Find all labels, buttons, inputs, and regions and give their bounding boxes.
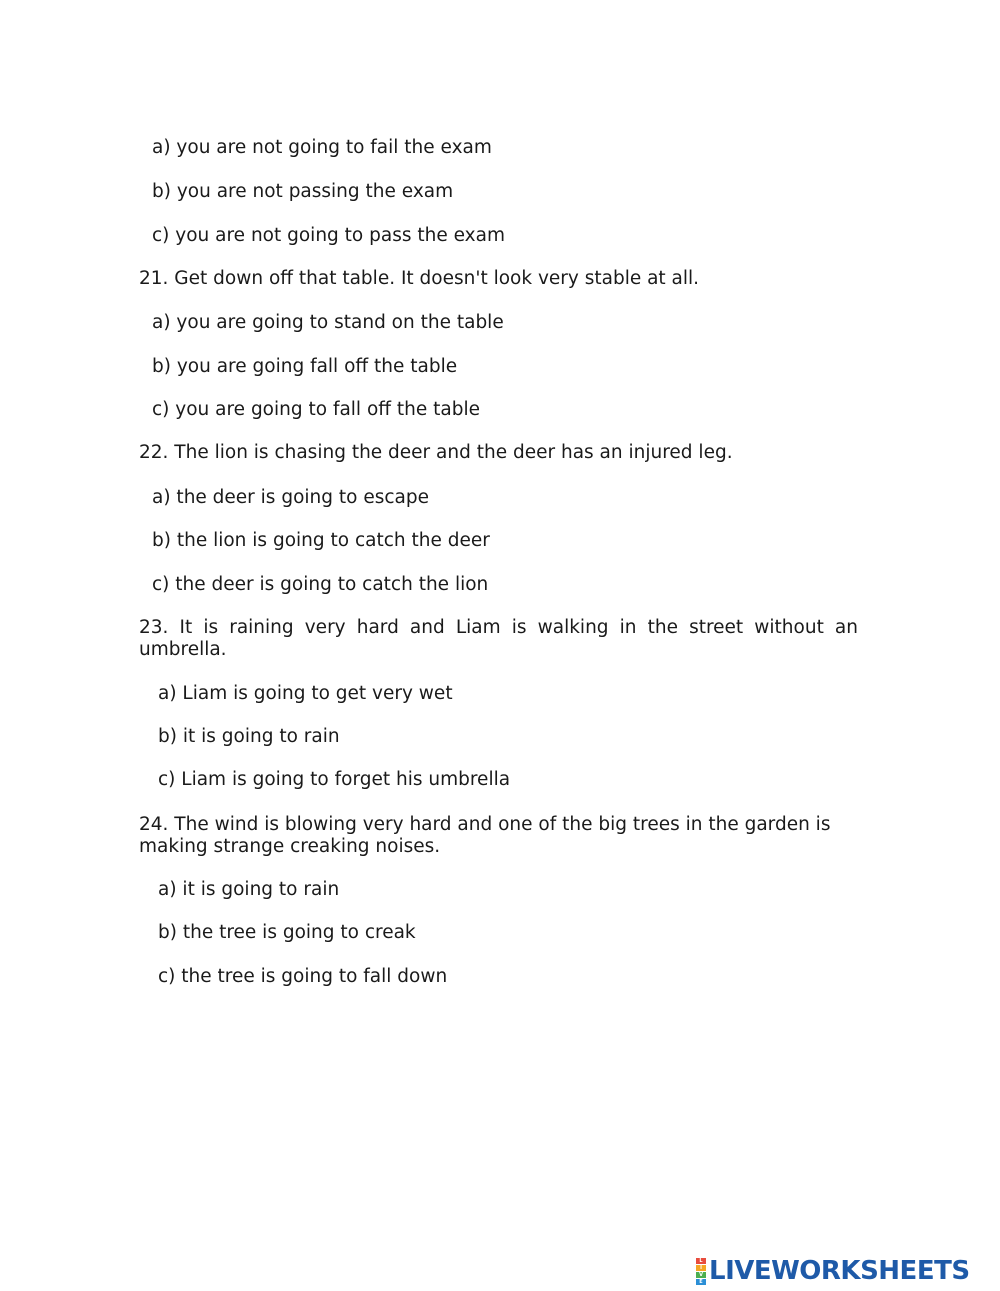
q21-option-b[interactable]: b) you are going fall off the table xyxy=(152,356,458,377)
q21-question: 21. Get down off that table. It doesn't look very stable at all. xyxy=(139,268,700,289)
q21-option-c[interactable]: c) you are going to fall off the table xyxy=(152,399,480,420)
q24-option-c[interactable]: c) the tree is going to fall down xyxy=(158,966,448,987)
q23-option-c[interactable]: c) Liam is going to forget his umbrella xyxy=(158,769,511,790)
q22-option-b[interactable]: b) the lion is going to catch the deer xyxy=(152,530,490,551)
q22-option-a[interactable]: a) the deer is going to escape xyxy=(152,487,429,508)
q22-option-c[interactable]: c) the deer is going to catch the lion xyxy=(152,574,489,595)
logo-blocks-icon xyxy=(696,1258,706,1285)
logo-text: LIVEWORKSHEETS xyxy=(709,1256,970,1286)
logo-block-i: I xyxy=(696,1265,706,1271)
q22-question: 22. The lion is chasing the deer and the deer has an injured leg. xyxy=(139,442,733,463)
q23-option-a[interactable]: a) Liam is going to get very wet xyxy=(158,683,453,704)
q24-option-a[interactable]: a) it is going to rain xyxy=(158,879,340,900)
q20-option-c[interactable]: c) you are not going to pass the exam xyxy=(152,225,505,246)
logo-block-l: L xyxy=(696,1258,706,1264)
q23-question: 23. It is raining very hard and Liam is walking in the street without an umbrella. xyxy=(139,617,858,660)
logo-block-v: V xyxy=(696,1272,706,1278)
q23-option-b[interactable]: b) it is going to rain xyxy=(158,726,340,747)
liveworksheets-logo xyxy=(696,1257,970,1285)
q20-option-a[interactable]: a) you are not going to fail the exam xyxy=(152,137,492,158)
q24-question: 24. The wind is blowing very hard and one of the big trees in the garden is making strange creaking noises. xyxy=(139,814,831,857)
q20-option-b[interactable]: b) you are not passing the exam xyxy=(152,181,454,202)
logo-block-e: E xyxy=(696,1279,706,1285)
q24-option-b[interactable]: b) the tree is going to creak xyxy=(158,922,416,943)
q21-option-a[interactable]: a) you are going to stand on the table xyxy=(152,312,504,333)
